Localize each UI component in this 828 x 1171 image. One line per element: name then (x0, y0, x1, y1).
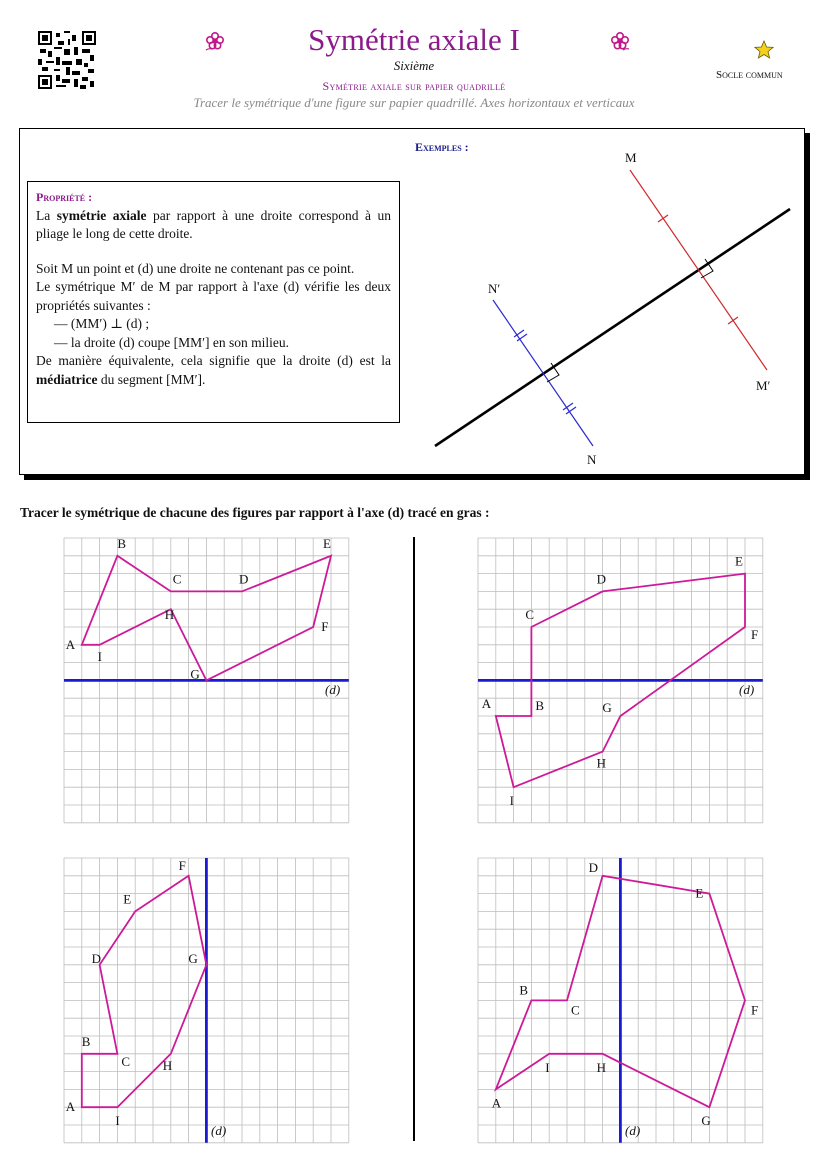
keyword-mediatrice: médiatrice (36, 371, 98, 387)
point-label-b: B (535, 698, 545, 713)
property-paragraph-1 (36, 207, 391, 244)
point-label-g: G (602, 700, 612, 715)
point-label-e: E (735, 553, 743, 569)
axis-d-label: (d) (739, 682, 755, 697)
point-label-g: G (701, 1113, 711, 1129)
property-paragraph-2: Soit M un point et (d) une droite ne contenant pas ce point. (36, 260, 355, 276)
point-label-c: C (571, 1002, 580, 1018)
text: La (36, 207, 51, 223)
label-n-prime: N′ (488, 281, 501, 296)
property-box (27, 181, 400, 423)
exercise-grid-2 (477, 537, 765, 825)
point-label-g: G (190, 666, 200, 682)
point-label-f: F (751, 1002, 759, 1018)
subtitle: Symétrie axiale sur papier quadrillé (322, 79, 506, 93)
point-label-f: F (178, 857, 186, 873)
point-label-c: C (172, 571, 182, 587)
segment-nn-prime (493, 300, 593, 446)
label-m: M (625, 150, 637, 165)
point-label-c: C (525, 607, 535, 622)
vertical-divider (413, 537, 415, 1141)
point-label-f: F (321, 619, 329, 634)
objective-text: Tracer le symétrique d'une figure sur papier quadrillé. Axes horizontaux et verticaux (193, 95, 635, 110)
socle-commun-label: Socle commun (716, 69, 783, 81)
point-label-f: F (751, 627, 759, 642)
property-title: Propriété : (36, 190, 93, 204)
label-m-prime: M′ (756, 378, 771, 393)
text: du segment [MM′]. (100, 371, 206, 387)
examples-title: Exemples : (415, 140, 469, 154)
point-label-h: H (162, 1057, 173, 1073)
axis-d-label: (d) (625, 1123, 641, 1138)
exercise-grid-3 (63, 857, 351, 1145)
point-label-e: E (123, 891, 132, 907)
property-paragraph-4 (36, 352, 391, 389)
point-label-d: D (239, 571, 249, 587)
segment-mm-prime (630, 170, 767, 370)
point-label-i: I (97, 648, 102, 664)
point-label-d: D (91, 950, 101, 966)
point-label-a: A (481, 696, 492, 711)
point-label-h: H (164, 607, 175, 623)
property-item-2: — la droite (d) coupe [MM′] en son milieu. (54, 334, 290, 350)
keyword-symetrie-axiale: symétrie axiale (56, 207, 147, 223)
axis-d-label: (d) (211, 1123, 227, 1138)
point-label-e: E (323, 537, 331, 551)
point-label-h: H (596, 755, 606, 771)
text: par rapport à une droite correspond à un pliage le long de cette droite. (36, 207, 392, 241)
exercise-grid-4 (477, 857, 765, 1145)
point-label-b: B (81, 1033, 91, 1049)
point-label-i: I (509, 793, 514, 809)
point-label-d: D (596, 571, 606, 587)
example-figure (410, 140, 800, 470)
text: De manière équivalente, cela signifie que la droite (d) est la (36, 353, 391, 368)
point-label-i: I (115, 1113, 120, 1129)
point-label-h: H (596, 1059, 606, 1075)
property-item-1: — (MM′) ⊥ (d) ; (54, 316, 150, 331)
point-label-b: B (519, 982, 529, 998)
page-title: Symétrie axiale I (308, 22, 520, 57)
level-label: Sixième (393, 58, 435, 73)
exercise-grid-1 (63, 537, 351, 825)
figure-polygon (82, 876, 207, 1107)
point-label-b: B (117, 537, 127, 551)
star-icon (754, 40, 774, 60)
point-label-g: G (188, 950, 198, 966)
point-label-e: E (695, 885, 704, 901)
property-paragraph-3: Le symétrique M′ de M par rapport à l'axe (d) vérifie les deux propriétés suivantes : (36, 279, 391, 313)
point-label-a: A (65, 636, 76, 652)
point-label-d: D (588, 859, 598, 875)
point-label-a: A (65, 1099, 76, 1115)
point-label-i: I (545, 1059, 550, 1075)
axis-d-label: (d) (325, 682, 341, 697)
axis-d-line (435, 209, 790, 446)
exercise-instruction: Tracer le symétrique de chacune des figures par rapport à l'axe (d) tracé en gras : (20, 505, 490, 520)
point-label-a: A (491, 1095, 502, 1111)
label-n: N (587, 452, 597, 467)
point-label-c: C (121, 1053, 131, 1069)
